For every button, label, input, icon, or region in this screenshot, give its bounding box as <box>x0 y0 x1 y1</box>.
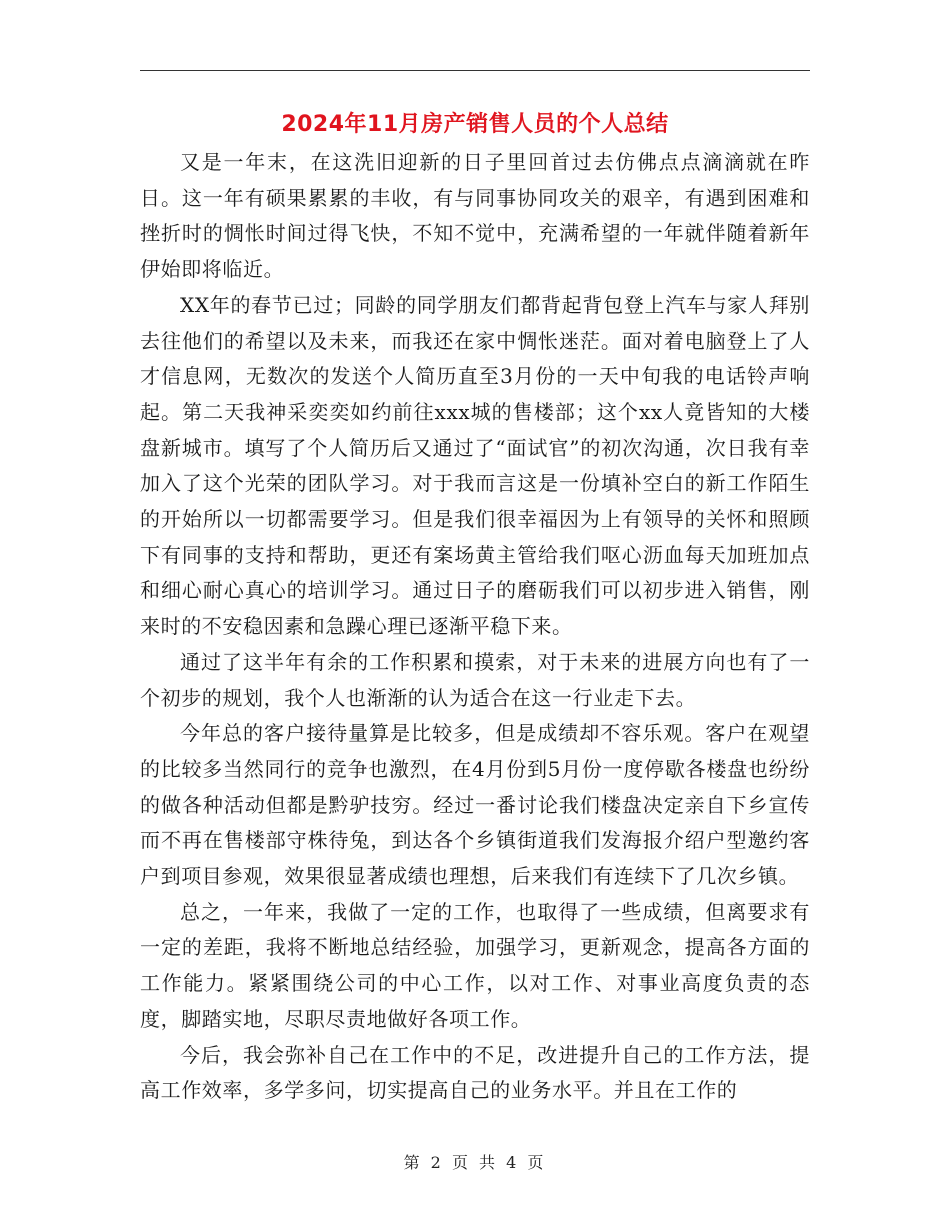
paragraph-2: XX年的春节已过；同龄的同学朋友们都背起背包登上汽车与家人拜别去往他们的希望以及未来，而我还在家中惆怅迷茫。面对着电脑登上了人才信息网，无数次的发送个人简历直至3月份的一天中旬我的电话铃声响起。第二天我神采奕奕如约前往xxx城的售楼部；这个xx人竟皆知的大楼盘新城市。填写了个人简历后又通过了“面试官”的初次沟通，次日我有幸加入了这个光荣的团队学习。对于我而言这是一份填补空白的新工作陌生的开始所以一切都需要学习。但是我们很幸福因为上有领导的关怀和照顾下有同事的支持和帮助，更还有案场黄主管给我们呕心沥血每天加班加点和细心耐心真心的培训学习。通过日子的磨砺我们可以初步进入销售，刚来时的不安稳因素和急躁心理已逐渐平稳下来。 <box>140 292 810 639</box>
paragraph-4: 今年总的客户接待量算是比较多，但是成绩却不容乐观。客户在观望的比较多当然同行的竞争也激烈，在4月份到5月份一度停歇各楼盘也纷纷的做各种活动但都是黔驴技穷。经过一番讨论我们楼盘决定亲自下乡宣传而不再在售楼部守株待兔，到达各个乡镇街道我们发海报介绍户型邀约客户到项目参观，效果很显著成绩也理想，后来我们有连续下了几次乡镇。 <box>140 721 810 889</box>
paragraph-6: 今后，我会弥补自己在工作中的不足，改进提升自己的工作方法，提高工作效率，多学多问，切实提高自己的业务水平。并且在工作的 <box>140 1042 810 1103</box>
document-title: 2024年11月房产销售人员的个人总结 <box>281 112 669 137</box>
header-rule <box>140 70 810 71</box>
paragraph-1: 又是一年末，在这洗旧迎新的日子里回首过去仿佛点点滴滴就在昨日。这一年有硕果累累的丰收，有与同事协同攻关的艰辛，有遇到困难和挫折时的惆怅时间过得飞快，不知不觉中，充满希望的一年就伴随着新年伊始即将临近。 <box>140 150 810 282</box>
page-number-footer: 第 2 页 共 4 页 <box>403 1153 547 1172</box>
document-body <box>140 145 810 1109</box>
paragraph-3: 通过了这半年有余的工作积累和摸索，对于未来的进展方向也有了一个初步的规划，我个人也渐渐的认为适合在这一行业走下去。 <box>140 649 810 710</box>
paragraph-5: 总之，一年来，我做了一定的工作，也取得了一些成绩，但离要求有一定的差距，我将不断地总结经验，加强学习，更新观念，提高各方面的工作能力。紧紧围绕公司的中心工作，以对工作、对事业高度负责的态度，脚踏实地，尽职尽责地做好各项工作。 <box>140 899 810 1031</box>
